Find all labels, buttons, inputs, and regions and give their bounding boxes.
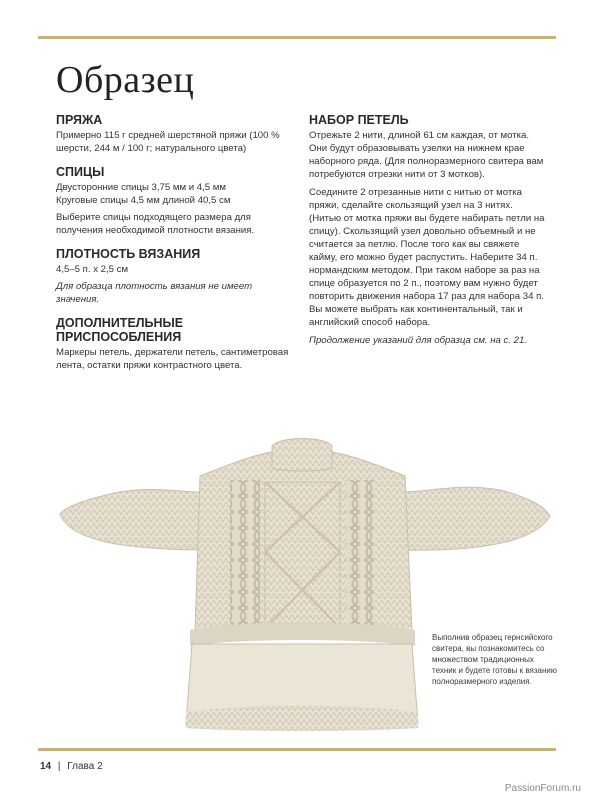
extras-text: Маркеры петель, держатели петель, сантиметровая лента, остатки пряжи контрастного цвета. — [56, 347, 289, 371]
bottom-rule — [38, 748, 556, 751]
page-number: 14 — [40, 761, 52, 772]
sweater-photo — [40, 432, 555, 732]
chapter-label: Глава 2 — [67, 761, 103, 772]
gauge-section — [56, 247, 291, 306]
materials-column — [56, 113, 291, 382]
footer-separator: | — [57, 761, 61, 772]
cast-on-paragraph: Соедините 2 отрезанные нити с нитью от мотка пряжи, сделайте скользящий узел на 3 нитях. (Нитью от мотка пряжи вы будете набирать петли на спицу). Скользящий узел довольно объемный и не считается за петлю. После того как вы свяжете кайму, его можно будет распустить. Наберите 34 п. нормандским методом. При таком наборе за раз на спице образуется по 2 п., поэтому вам нужно будет повторить движения набора 17 раз для набора 34 п. Вы можете выбрать как континентальный, так и английский способ набора. — [309, 187, 545, 328]
page-title: Образец — [56, 59, 195, 101]
needles-line: Двусторонние спицы 3,75 мм и 4,5 мм — [56, 182, 226, 193]
watermark: PassionForum.ru — [504, 783, 581, 794]
yarn-text: Примерно 115 г средней шерстяной пряжи (100 % шерсти, 244 м / 100 г; натурального цвета) — [56, 130, 280, 154]
continuation-note: Продолжение указаний для образца см. на с. 21. — [309, 335, 527, 346]
needles-heading: СПИЦЫ — [56, 165, 105, 179]
extras-heading: ДОПОЛНИТЕЛЬНЫЕ ПРИСПОСОБЛЕНИЯ — [56, 316, 184, 344]
cast-on-column — [309, 113, 545, 352]
cast-on-paragraph: Отрежьте 2 нити, длиной 61 см каждая, от мотка. Они будут образовывать узелки на нижнем крае наборного ряда. (Для полноразмерного свитера вам потребуются отрезки нити от 3 мотков). — [309, 130, 544, 180]
gauge-note: Для образца плотность вязания не имеет значения. — [56, 281, 253, 305]
photo-caption: Выполнив образец гернсийского свитера, вы познакомитесь со множеством традиционных техник и будете готовы к вязанию полноразмерного изделия. — [432, 633, 557, 686]
gauge-value: 4,5–5 п. х 2,5 см — [56, 264, 129, 275]
needles-line: Круговые спицы 4,5 мм длиной 40,5 см — [56, 195, 231, 206]
extras-section — [56, 316, 291, 372]
top-rule — [38, 36, 556, 39]
yarn-heading: ПРЯЖА — [56, 113, 103, 127]
page-footer — [40, 761, 103, 772]
gauge-heading: ПЛОТНОСТЬ ВЯЗАНИЯ — [56, 247, 201, 261]
cast-on-heading: НАБОР ПЕТЕЛЬ — [309, 113, 409, 127]
needles-line: Выберите спицы подходящего размера для получения необходимой плотности вязания. — [56, 212, 255, 236]
yarn-section — [56, 113, 291, 155]
needles-section — [56, 165, 291, 237]
